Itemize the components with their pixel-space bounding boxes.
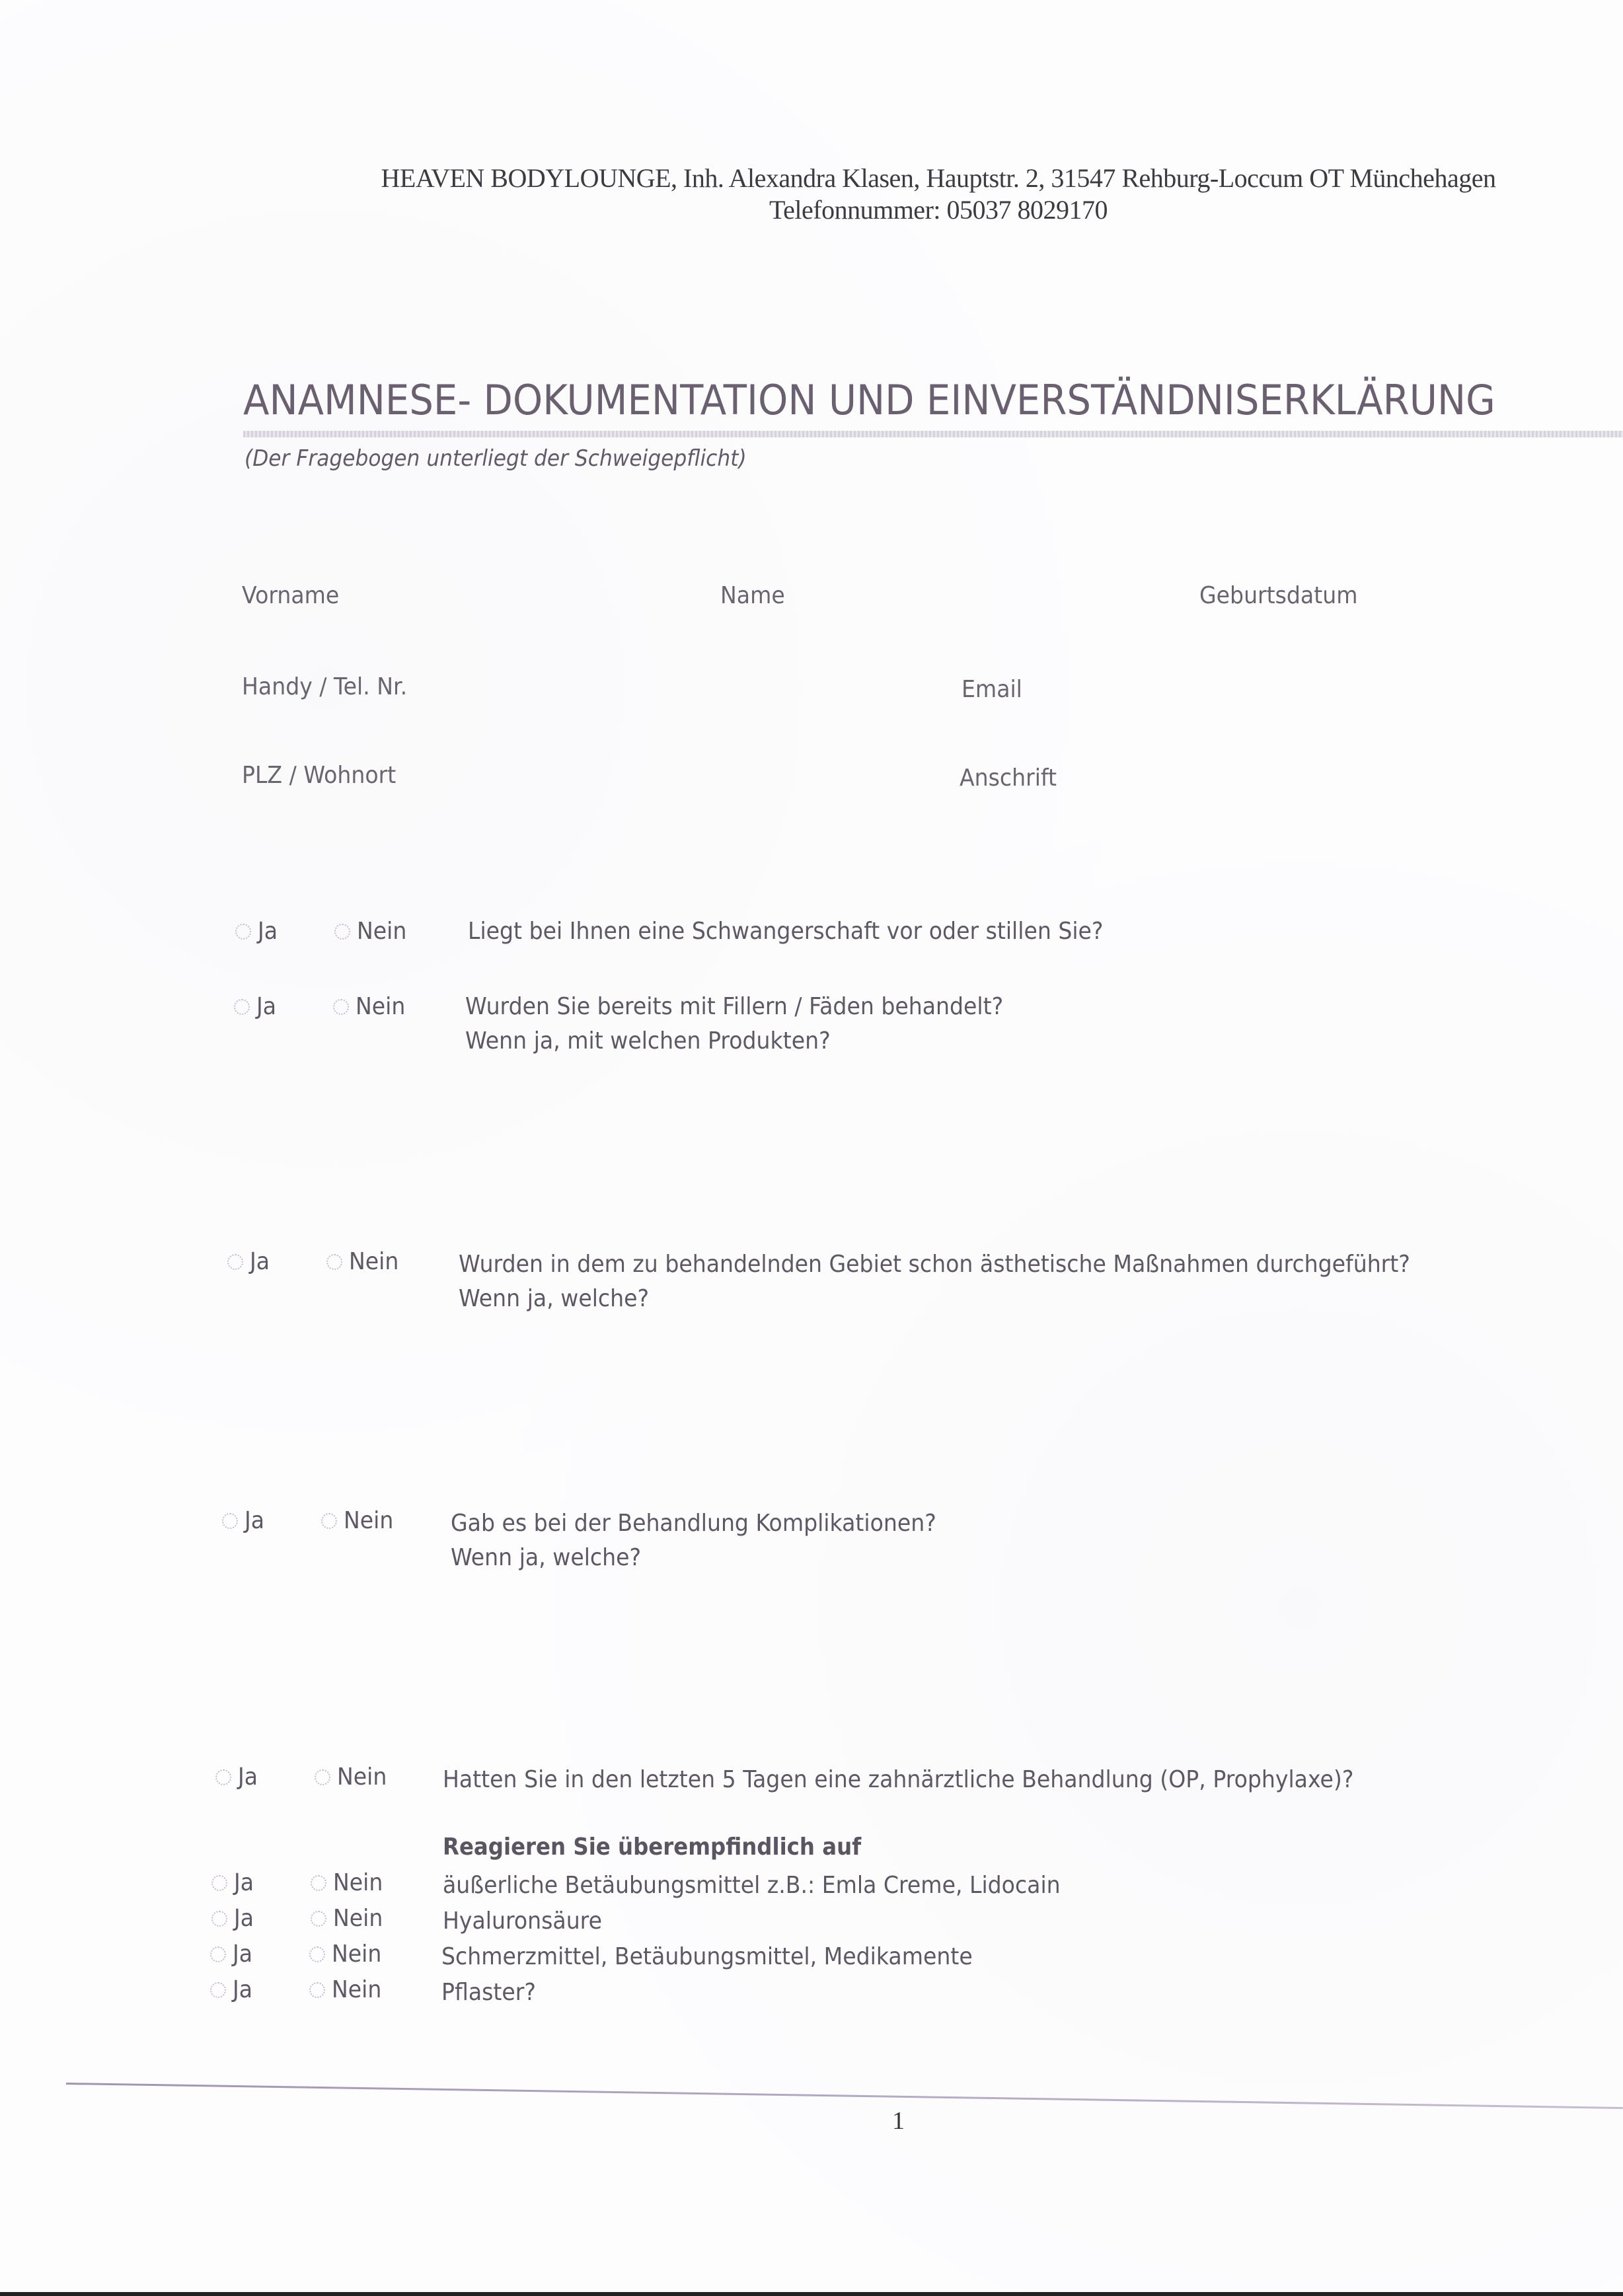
page-title: ANAMNESE- DOKUMENTATION UND EINVERSTÄNDNISERKLÄRUNG — [243, 376, 1495, 424]
allergy-item-text: Pflaster? — [441, 1979, 536, 2006]
radio-no[interactable]: Nein — [334, 916, 411, 947]
allergy-item-medication — [210, 1939, 1532, 1972]
question-followup: Wenn ja, welche? — [451, 1544, 642, 1571]
field-plz-wohnort[interactable]: PLZ / Wohnort — [242, 762, 396, 789]
allergy-item-plaster — [210, 1974, 1532, 2007]
question-aesthetic-treatments — [227, 1246, 1615, 1319]
question-text: Wurden in dem zu behandelnden Gebiet schon ästhetische Maßnahmen durchgeführt? — [459, 1251, 1410, 1278]
title-underline-divider — [243, 431, 1623, 437]
radio-circle-icon[interactable] — [309, 1946, 325, 1962]
radio-circle-icon[interactable] — [333, 999, 349, 1015]
radio-circle-icon[interactable] — [222, 1513, 238, 1529]
question-text: Liegt bei Ihnen eine Schwangerschaft vor oder stillen Sie? — [468, 918, 1104, 945]
page-number: 1 — [892, 2107, 905, 2135]
field-email[interactable]: Email — [962, 676, 1022, 703]
business-header — [337, 163, 1540, 226]
radio-yes[interactable]: Ja — [210, 1939, 254, 1970]
question-text: Hatten Sie in den letzten 5 Tagen eine zahnärztliche Behandlung (OP, Prophylaxe)? — [443, 1766, 1354, 1793]
business-phone: Telefonnummer: 05037 8029170 — [769, 195, 1108, 225]
question-followup: Wenn ja, mit welchen Produkten? — [465, 1027, 831, 1055]
confidentiality-note: (Der Fragebogen unterliegt der Schweigepflicht) — [245, 445, 747, 472]
radio-no[interactable]: Nein — [315, 1761, 391, 1793]
field-geburtsdatum[interactable]: Geburtsdatum — [1199, 582, 1358, 609]
radio-circle-icon[interactable] — [210, 1982, 226, 1998]
radio-circle-icon[interactable] — [315, 1769, 330, 1785]
radio-circle-icon[interactable] — [311, 1875, 326, 1891]
radio-no[interactable]: Nein — [309, 1974, 386, 2006]
radio-no[interactable]: Nein — [333, 991, 410, 1023]
scan-bottom-edge — [0, 2292, 1623, 2296]
radio-no[interactable]: Nein — [321, 1505, 398, 1537]
radio-yes[interactable]: Ja — [227, 1246, 272, 1278]
allergy-item-anesthetics — [211, 1867, 1533, 1900]
allergy-item-text: Schmerzmittel, Betäubungsmittel, Medikamente — [441, 1943, 973, 1970]
allergy-item-text: äußerliche Betäubungsmittel z.B.: Emla Creme, Lidocain — [443, 1872, 1061, 1899]
radio-circle-icon[interactable] — [235, 924, 251, 940]
radio-yes[interactable]: Ja — [222, 1505, 266, 1537]
footer-divider — [66, 2083, 1623, 2109]
radio-yes[interactable]: Ja — [235, 916, 280, 947]
radio-circle-icon[interactable] — [311, 1911, 326, 1927]
radio-circle-icon[interactable] — [227, 1254, 243, 1270]
radio-circle-icon[interactable] — [321, 1513, 337, 1529]
question-text: Wurden Sie bereits mit Fillern / Fäden behandelt? — [465, 993, 1004, 1020]
radio-circle-icon[interactable] — [309, 1982, 325, 1998]
radio-no[interactable]: Nein — [311, 1903, 387, 1935]
radio-circle-icon[interactable] — [234, 999, 250, 1015]
field-anschrift[interactable]: Anschrift — [960, 764, 1057, 792]
question-complications — [222, 1505, 1544, 1578]
radio-yes[interactable]: Ja — [211, 1903, 256, 1935]
radio-circle-icon[interactable] — [210, 1946, 226, 1962]
radio-yes[interactable]: Ja — [210, 1974, 254, 2006]
radio-circle-icon[interactable] — [215, 1769, 231, 1785]
allergy-item-hyaluronic-acid — [211, 1903, 1533, 1936]
radio-yes[interactable]: Ja — [234, 991, 278, 1023]
business-address: HEAVEN BODYLOUNGE, Inh. Alexandra Klasen, Hauptstr. 2, 31547 Rehburg-Loccum OT Münchehagen — [381, 163, 1496, 193]
radio-circle-icon[interactable] — [211, 1875, 227, 1891]
radio-no[interactable]: Nein — [311, 1867, 387, 1899]
radio-circle-icon[interactable] — [211, 1911, 227, 1927]
field-vorname[interactable]: Vorname — [242, 582, 340, 609]
question-followup: Wenn ja, welche? — [459, 1285, 650, 1312]
radio-no[interactable]: Nein — [326, 1246, 403, 1278]
field-handy[interactable]: Handy / Tel. Nr. — [242, 673, 408, 700]
question-pregnancy — [235, 916, 1557, 949]
radio-circle-icon[interactable] — [326, 1254, 342, 1270]
radio-yes[interactable]: Ja — [215, 1761, 260, 1793]
radio-no[interactable]: Nein — [309, 1939, 386, 1970]
field-name[interactable]: Name — [720, 582, 785, 609]
question-dental-treatment — [215, 1761, 1603, 1795]
radio-yes[interactable]: Ja — [211, 1867, 256, 1899]
question-text: Gab es bei der Behandlung Komplikationen? — [451, 1510, 936, 1537]
allergy-group-heading: Reagieren Sie überempfindlich auf — [443, 1833, 862, 1861]
radio-circle-icon[interactable] — [334, 924, 350, 940]
question-fillers — [234, 991, 1556, 1064]
allergy-item-text: Hyaluronsäure — [443, 1907, 602, 1935]
